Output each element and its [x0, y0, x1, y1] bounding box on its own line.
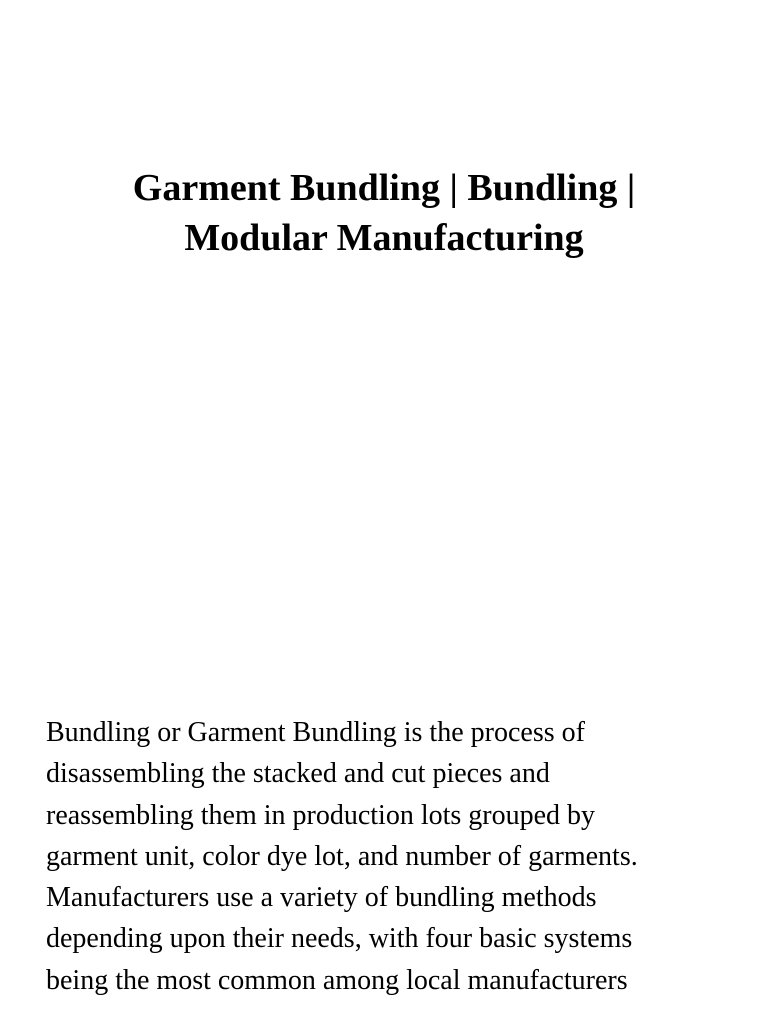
body-line-6: depending upon their needs, with four basic systems [46, 923, 633, 955]
page-title [60, 163, 708, 263]
body-line-5: Manufacturers use a variety of bundling methods [46, 882, 597, 914]
body-line-4: garment unit, color dye lot, and number of garments. [46, 840, 638, 872]
title-line-1: Garment Bundling | Bundling | [132, 167, 636, 209]
title-line-2: Modular Manufacturing [184, 217, 584, 259]
body-paragraph [46, 712, 736, 1001]
body-line-7: being the most common among local manufacturers [46, 964, 628, 996]
body-line-1: Bundling or Garment Bundling is the process of [46, 717, 585, 748]
body-line-3: reassembling them in production lots grouped by [46, 799, 596, 831]
body-line-2: disassembling the stacked and cut pieces and [46, 758, 550, 790]
